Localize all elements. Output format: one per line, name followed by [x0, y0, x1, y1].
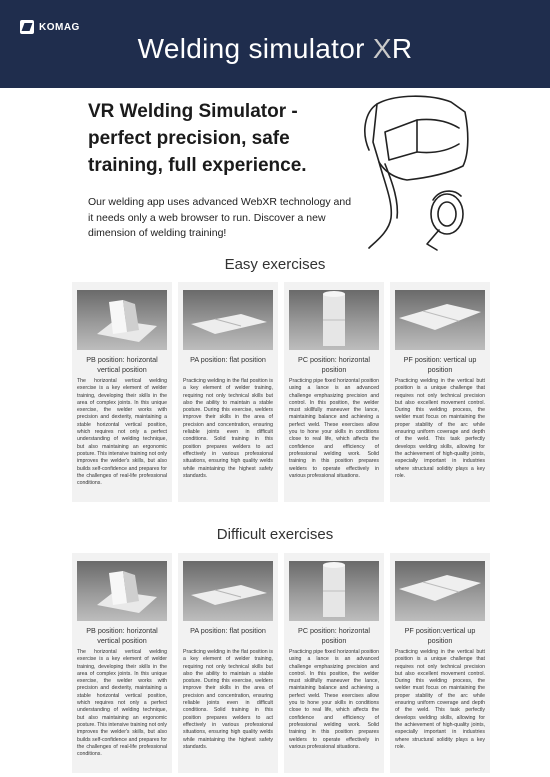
card-title: PF position:vertical up position [404, 626, 476, 645]
card-description: Practicing welding in the vertical butt position is a unique challenge that requires not only technical precision but also excellent movement control. During this welding process, the welder must focus on maintaining the proper stability of the arc while ensuring uniform coverage and depth of the weld. This task perfectly develops welding skills, allowing for the achievement of high-quality joints, especially important in industries where structural solidity plays a key role. [395, 378, 485, 479]
welding-helmet-illustration [355, 92, 475, 262]
pb-joint-render-icon [77, 290, 167, 350]
card-description: Practicing pipe fixed horizontal position using a lance is an advanced challenge emphasizing precision and control. In this position, the welder must skillfully maneuver the lance, maintaining balance and achieving a perfect weld. These exercises allow you to hone your skills in conditions close to real life, which affects the confidence and efficiency of professional welding work. Solid training in this position prepares welders to operate effectively in various professional situations. [289, 378, 379, 479]
exercise-card-pc[interactable] [284, 282, 384, 502]
difficult-exercises-heading: Difficult exercises [216, 526, 334, 543]
komag-logo-icon [20, 20, 34, 34]
title-x: X [372, 33, 392, 64]
easy-exercises-grid [72, 282, 485, 502]
exercise-card-pf-difficult[interactable] [390, 553, 490, 773]
pf-plate-render-icon [395, 561, 485, 621]
exercise-card-pa[interactable] [178, 282, 278, 502]
title-r: R [391, 33, 413, 64]
easy-exercises-heading: Easy exercises [224, 256, 326, 273]
exercise-card-pc-difficult[interactable] [284, 553, 384, 773]
card-title: PF position: vertical up position [403, 355, 477, 374]
exercise-card-pb-difficult[interactable] [72, 553, 172, 773]
card-description: The horizontal vertical welding exercise is a key element of welder training, developing their skills in the area of complex joints. In this unique exercise, the welder works with precision and dexterity, maintaining a stable horizontal vertical position, which requires not only a perfect understanding of welding technique, but also maintaining an ergonomic posture. This intensive training not only improves the welder's skills, but also builds self-confidence and prepares for the challenges of real-life professional conditions. [77, 378, 167, 487]
pa-plate-render-icon [183, 290, 273, 350]
pa-plate-render-icon [183, 561, 273, 621]
title-xr [373, 33, 413, 64]
card-title: PA position: flat position [190, 355, 266, 364]
title-main: Welding simulator [137, 33, 373, 64]
pf-plate-render-icon [395, 290, 485, 350]
komag-logo[interactable] [20, 20, 80, 34]
pc-pipe-render-icon [289, 290, 379, 350]
exercise-card-pb[interactable] [72, 282, 172, 502]
card-description: Practicing welding in the vertical butt position is a unique challenge that requires not only technical precision but also excellent movement control. During this welding process, the welder must focus on maintaining the proper stability of the arc while ensuring uniform coverage and depth of the weld. This task perfectly develops welding skills, allowing for the achievement of high-quality joints, especially important in industries where structural solidity plays a key role. [395, 649, 485, 750]
card-description: Practicing welding in the flat position is a key element of welder training, requiring not only technical skills but also the ability to maintain a stable posture. During this exercise, welders improve their skills in the area of precision and concentration, ensuring reliable joints even in difficult conditions. Solid training in this position prepares welders to act effectively in various professional situations, ensuring high quality welds while maintaining the highest safety standards. [183, 649, 273, 750]
card-title: PC position: horizontal position [298, 626, 370, 645]
card-description: Practicing pipe fixed horizontal position using a lance is an advanced challenge emphasizing precision and control. In this position, the welder must skillfully maneuver the lance, maintaining balance and achieving a perfect weld. These exercises allow you to hone your skills in conditions close to real life, which affects the confidence and efficiency of professional welding work. Solid training in this position prepares welders to operate effectively in various professional situations. [289, 649, 379, 750]
hero-description: Our welding app uses advanced WebXR technology and it needs only a web browser to run. Discover a new dimension of welding training! [88, 196, 352, 239]
pb-joint-render-icon [77, 561, 167, 621]
exercise-card-pf[interactable] [390, 282, 490, 502]
exercise-card-pa-difficult[interactable] [178, 553, 278, 773]
pc-pipe-render-icon [289, 561, 379, 621]
card-title: PA position: flat position [190, 626, 266, 635]
card-title: PB position: horizontal vertical position [86, 355, 158, 374]
header-banner [0, 0, 550, 88]
card-title: PB position: horizontal vertical position [86, 626, 158, 645]
hero-title: VR Welding Simulator - perfect precision, safe training, full experience. [88, 101, 307, 176]
card-description: The horizontal vertical welding exercise is a key element of welder training, developing their skills in the area of complex joints. In this unique exercise, the welder works with precision and dexterity, maintaining a stable horizontal vertical position, which requires not only a perfect understanding of welding technique, but also maintaining an ergonomic posture. This intensive training not only improves the welder's skills, but also builds self-confidence and prepares for the challenges of real-life professional conditions. [77, 649, 167, 758]
logo-text: KOMAG [39, 21, 80, 33]
page-title [0, 33, 550, 65]
card-description: Practicing welding in the flat position is a key element of welder training, requiring not only technical skills but also the ability to maintain a stable posture. During this exercise, welders improve their skills in the area of precision and concentration, ensuring reliable joints even in difficult conditions. Solid training in this position prepares welders to act effectively in various professional situations, ensuring high quality welds while maintaining the highest safety standards. [183, 378, 273, 479]
card-title: PC position: horizontal position [298, 355, 370, 374]
difficult-exercises-grid [72, 553, 485, 773]
